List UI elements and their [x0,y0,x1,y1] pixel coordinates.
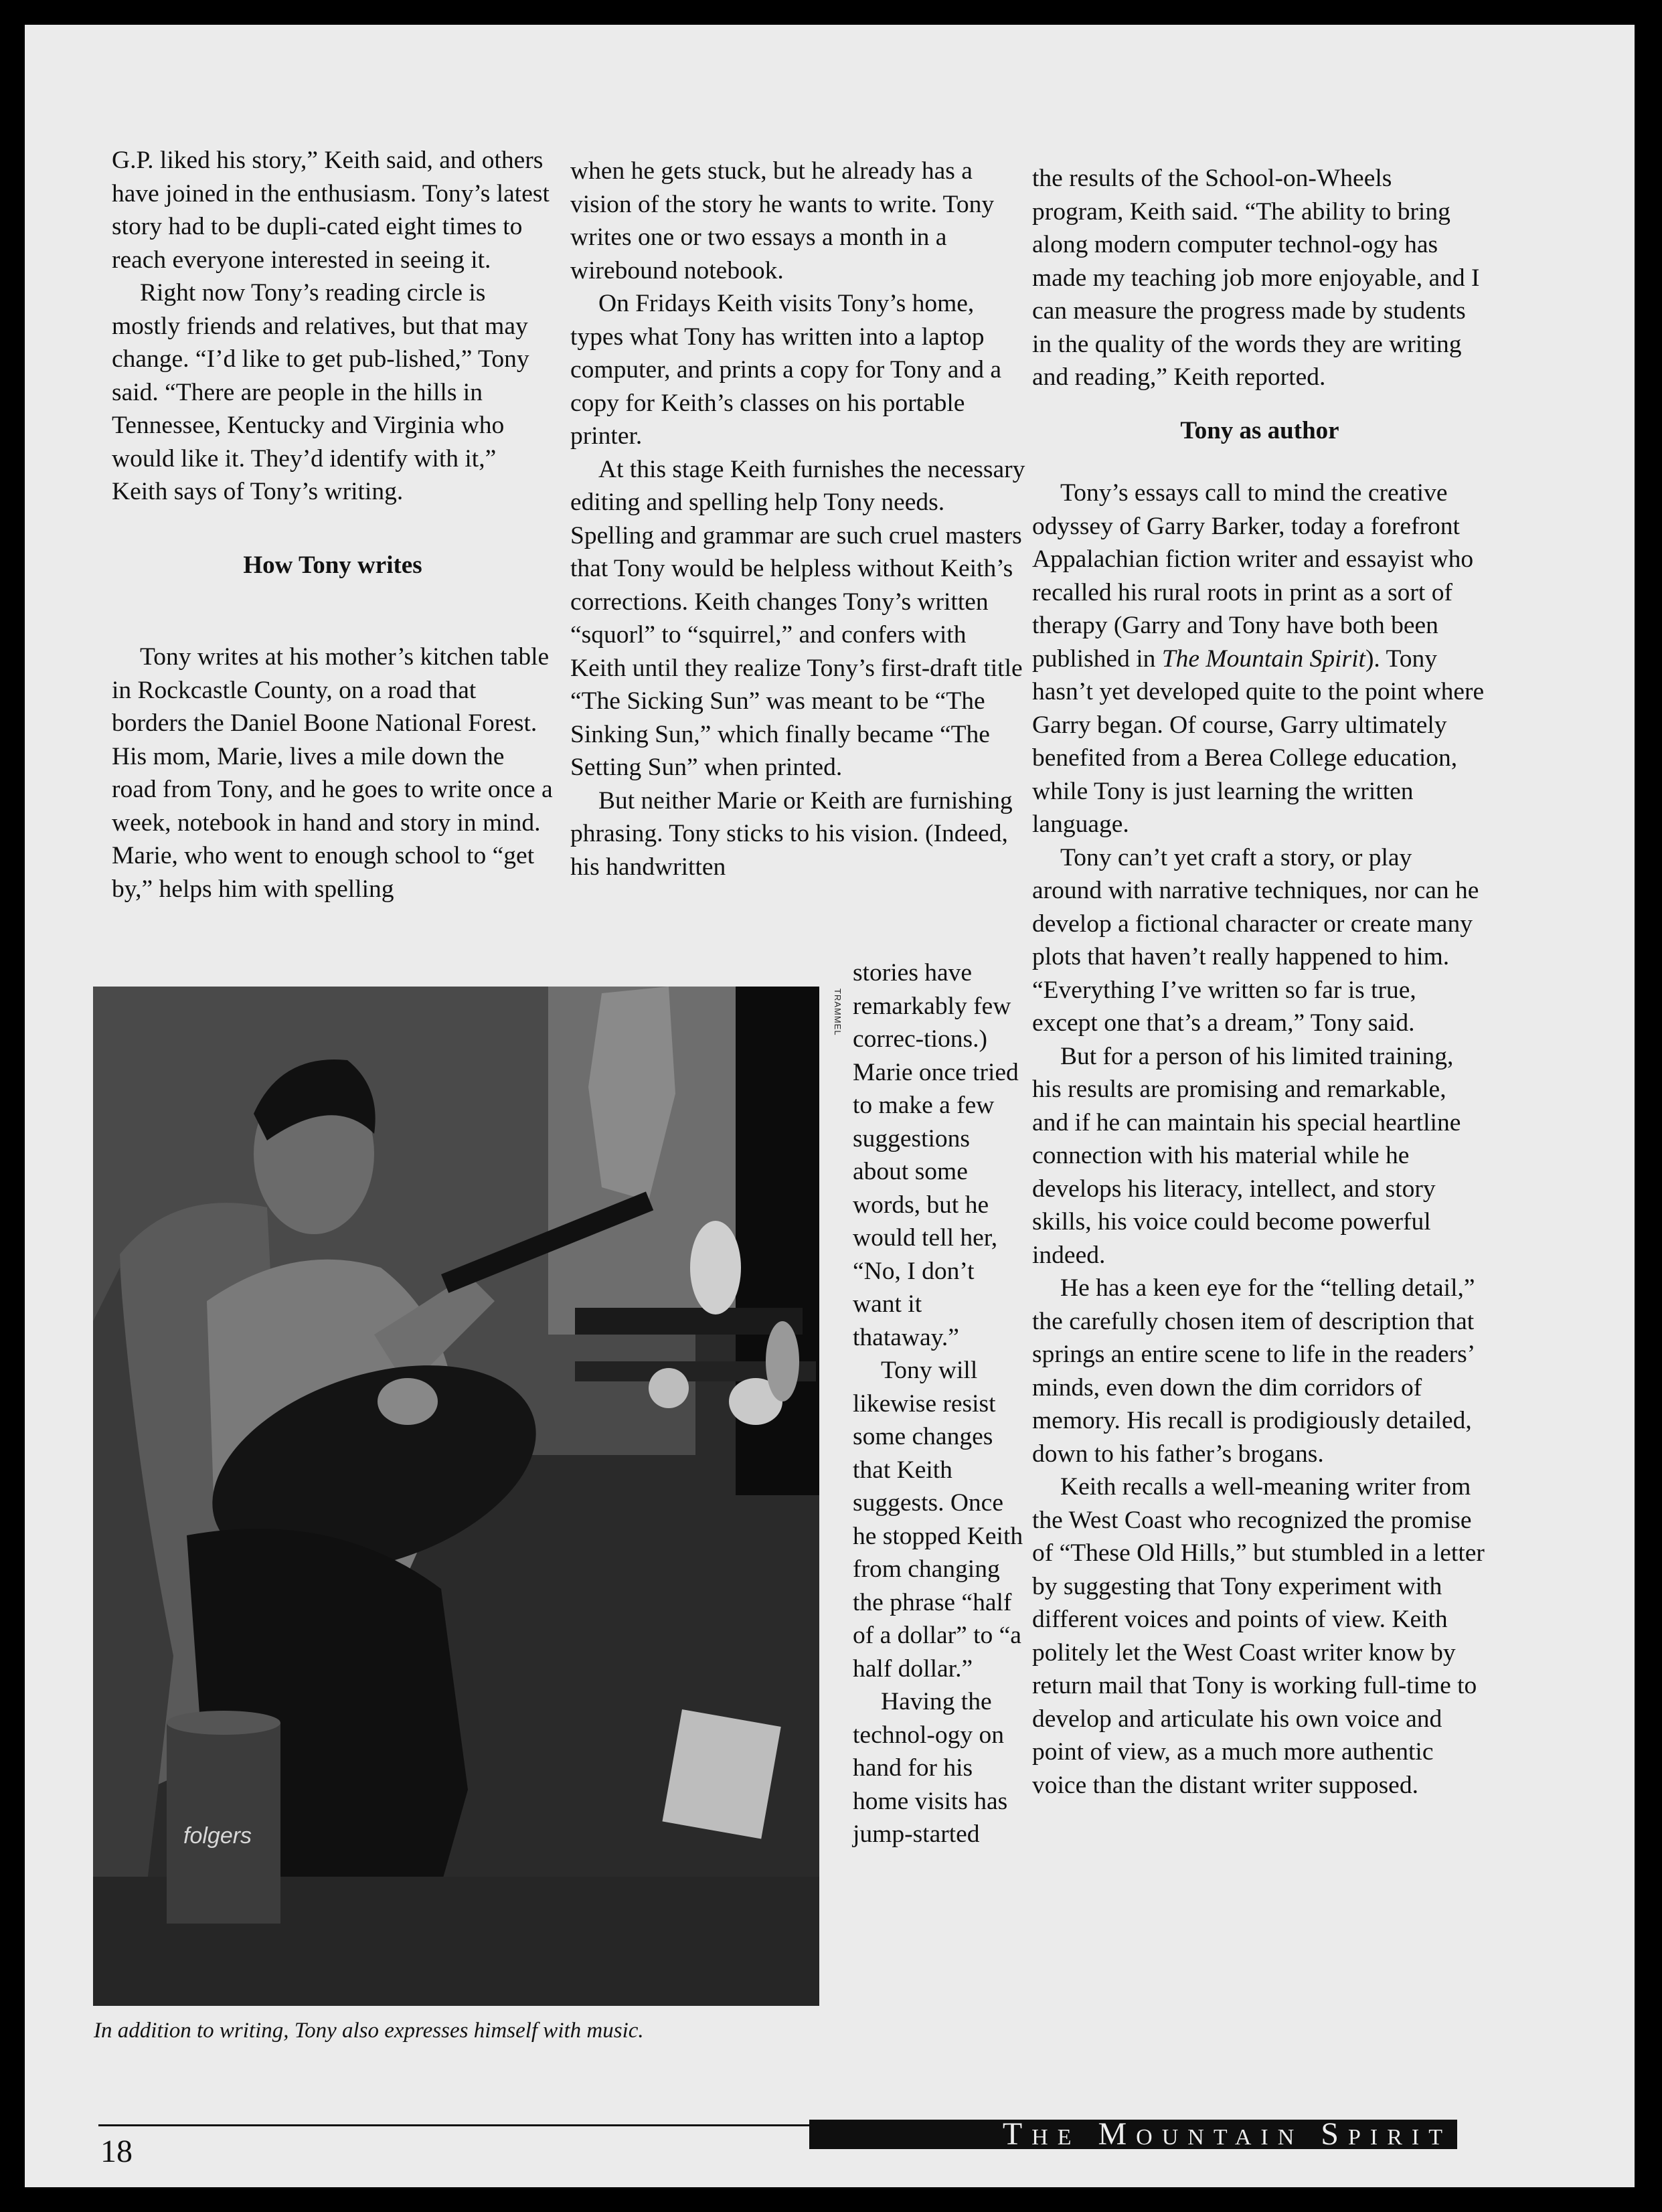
paragraph: stories have remarkably few correc-tions.) Marie once tried to make a few suggestions about some words, but he would tell her, “No, I don’t want it thataway.” [853,959,1019,1351]
photo-credit: TRAMMEL [833,989,843,1036]
column-1 [112,144,554,906]
magazine-page [25,25,1635,2187]
paragraph: But neither Marie or Keith are furnishing phrasing. Tony sticks to his vision. (Indeed, his handwritten [570,786,1013,881]
section-heading: How Tony writes [243,551,422,579]
photo-man-playing-guitar [93,987,819,2006]
masthead-banner: The Mountain Spirit [809,2120,1457,2149]
photo-illustration [93,987,819,2006]
can-label: folgers [183,1823,252,1849]
paragraph: On Fridays Keith visits Tony’s home, types what Tony has written into a laptop computer, and prints a copy for Tony and a copy for Keith’s classes on his portable printer. [570,290,1001,450]
paragraph: when he gets stuck, but he already has a vision of the story he wants to write. Tony writes one or two essays a month in a wirebound notebook. [570,157,995,284]
paragraph: He has a keen eye for the “telling detail,” the carefully chosen item of description that springs an entire scene to life in the readers’ minds, even down the dim corridors of memory. His recall is prodigiously detailed, down to his father’s brogans. [1032,1274,1475,1468]
section-heading: Tony as author [1180,416,1339,444]
paragraph: But for a person of his limited training, his results are promising and remarkable, and if he can maintain his special heartline connection with his material while he develops his literacy, intellect, and story skills, his voice could become powerful indeed. [1032,1042,1461,1269]
paragraph: Tony writes at his mother’s kitchen table in Rockcastle County, on a road that borders the Daniel Boone National Forest. His mom, Marie, lives a mile down the road from Tony, and he goes to write once a week, notebook in hand and story in mind. Marie, who went to enough school to “get by,” helps him with spelling [112,643,553,903]
page-number: 18 [100,2134,133,2169]
column-3 [1032,162,1487,1802]
paragraph-text: Tony’s essays call to mind the creative odyssey of Garry Barker, today a forefront Appalachian fiction writer and essayist who recalled his rural roots in print as a sort of therapy (Garry and Tony have both been published in [1032,479,1474,673]
paragraph [1032,477,1487,841]
paragraph: At this stage Keith furnishes the necessary editing and spelling help Tony needs. Spelling and grammar are such cruel masters that Tony would be helpless without Keith’s corrections. Keith changes Tony’s written “squorl” to “squirrel,” and confers with Keith until they realize Tony’s first-draft title “The Sicking Sun” was meant to be “The Sinking Sun,” which finally became “The Setting Sun” when printed. [570,455,1025,781]
column-2-narrow [853,956,1027,1851]
paragraph: Having the technol-ogy on hand for his home visits has jump-started [853,1688,1008,1848]
paragraph: Tony will likewise resist some changes that Keith suggests. Once he stopped Keith from changing the phrase “half of a dollar” to “a half dollar.” [853,1357,1023,1683]
paragraph-text: ). Tony hasn’t yet developed quite to the point where Garry began. Of course, Garry ultimately benefited from a Berea College education, while Tony is just learning the written language. [1032,645,1485,838]
paragraph: Right now Tony’s reading circle is mostly friends and relatives, but that may change. “I’d like to get pub-lished,” Tony said. “There are people in the hills in Tennessee, Kentucky and Virginia who would like it. They’d identify with it,” Keith says of Tony’s writing. [112,279,529,505]
publication-title: The Mountain Spirit [1161,645,1365,673]
paragraph: the results of the School-on-Wheels program, Keith said. “The ability to bring along modern computer technol-ogy has made my teaching job more enjoyable, and I can measure the progress made by students in the quality of the words they are writing and reading,” Keith reported. [1032,165,1480,391]
column-2 [570,155,1025,883]
paragraph: Keith recalls a well-meaning writer from the West Coast who recognized the promise of “These Old Hills,” but stumbled in a letter by suggesting that Tony experiment with different voices and points of view. Keith politely let the West Coast writer know by return mail that Tony is working full-time to develop and articulate his own voice and point of view, as a much more authentic voice than the distant writer supposed. [1032,1473,1485,1799]
paragraph: G.P. liked his story,” Keith said, and others have joined in the enthusiasm. Tony’s latest story had to be dupli-cated eight times to reach everyone interested in seeing it. [112,147,550,274]
paragraph: Tony can’t yet craft a story, or play around with narrative techniques, nor can he develop a fictional character or create many plots that haven’t really happened to him. “Everything I’ve written so far is true, except one that’s a dream,” Tony said. [1032,843,1479,1037]
photo-caption: In addition to writing, Tony also expresses himself with music. [94,2019,644,2043]
